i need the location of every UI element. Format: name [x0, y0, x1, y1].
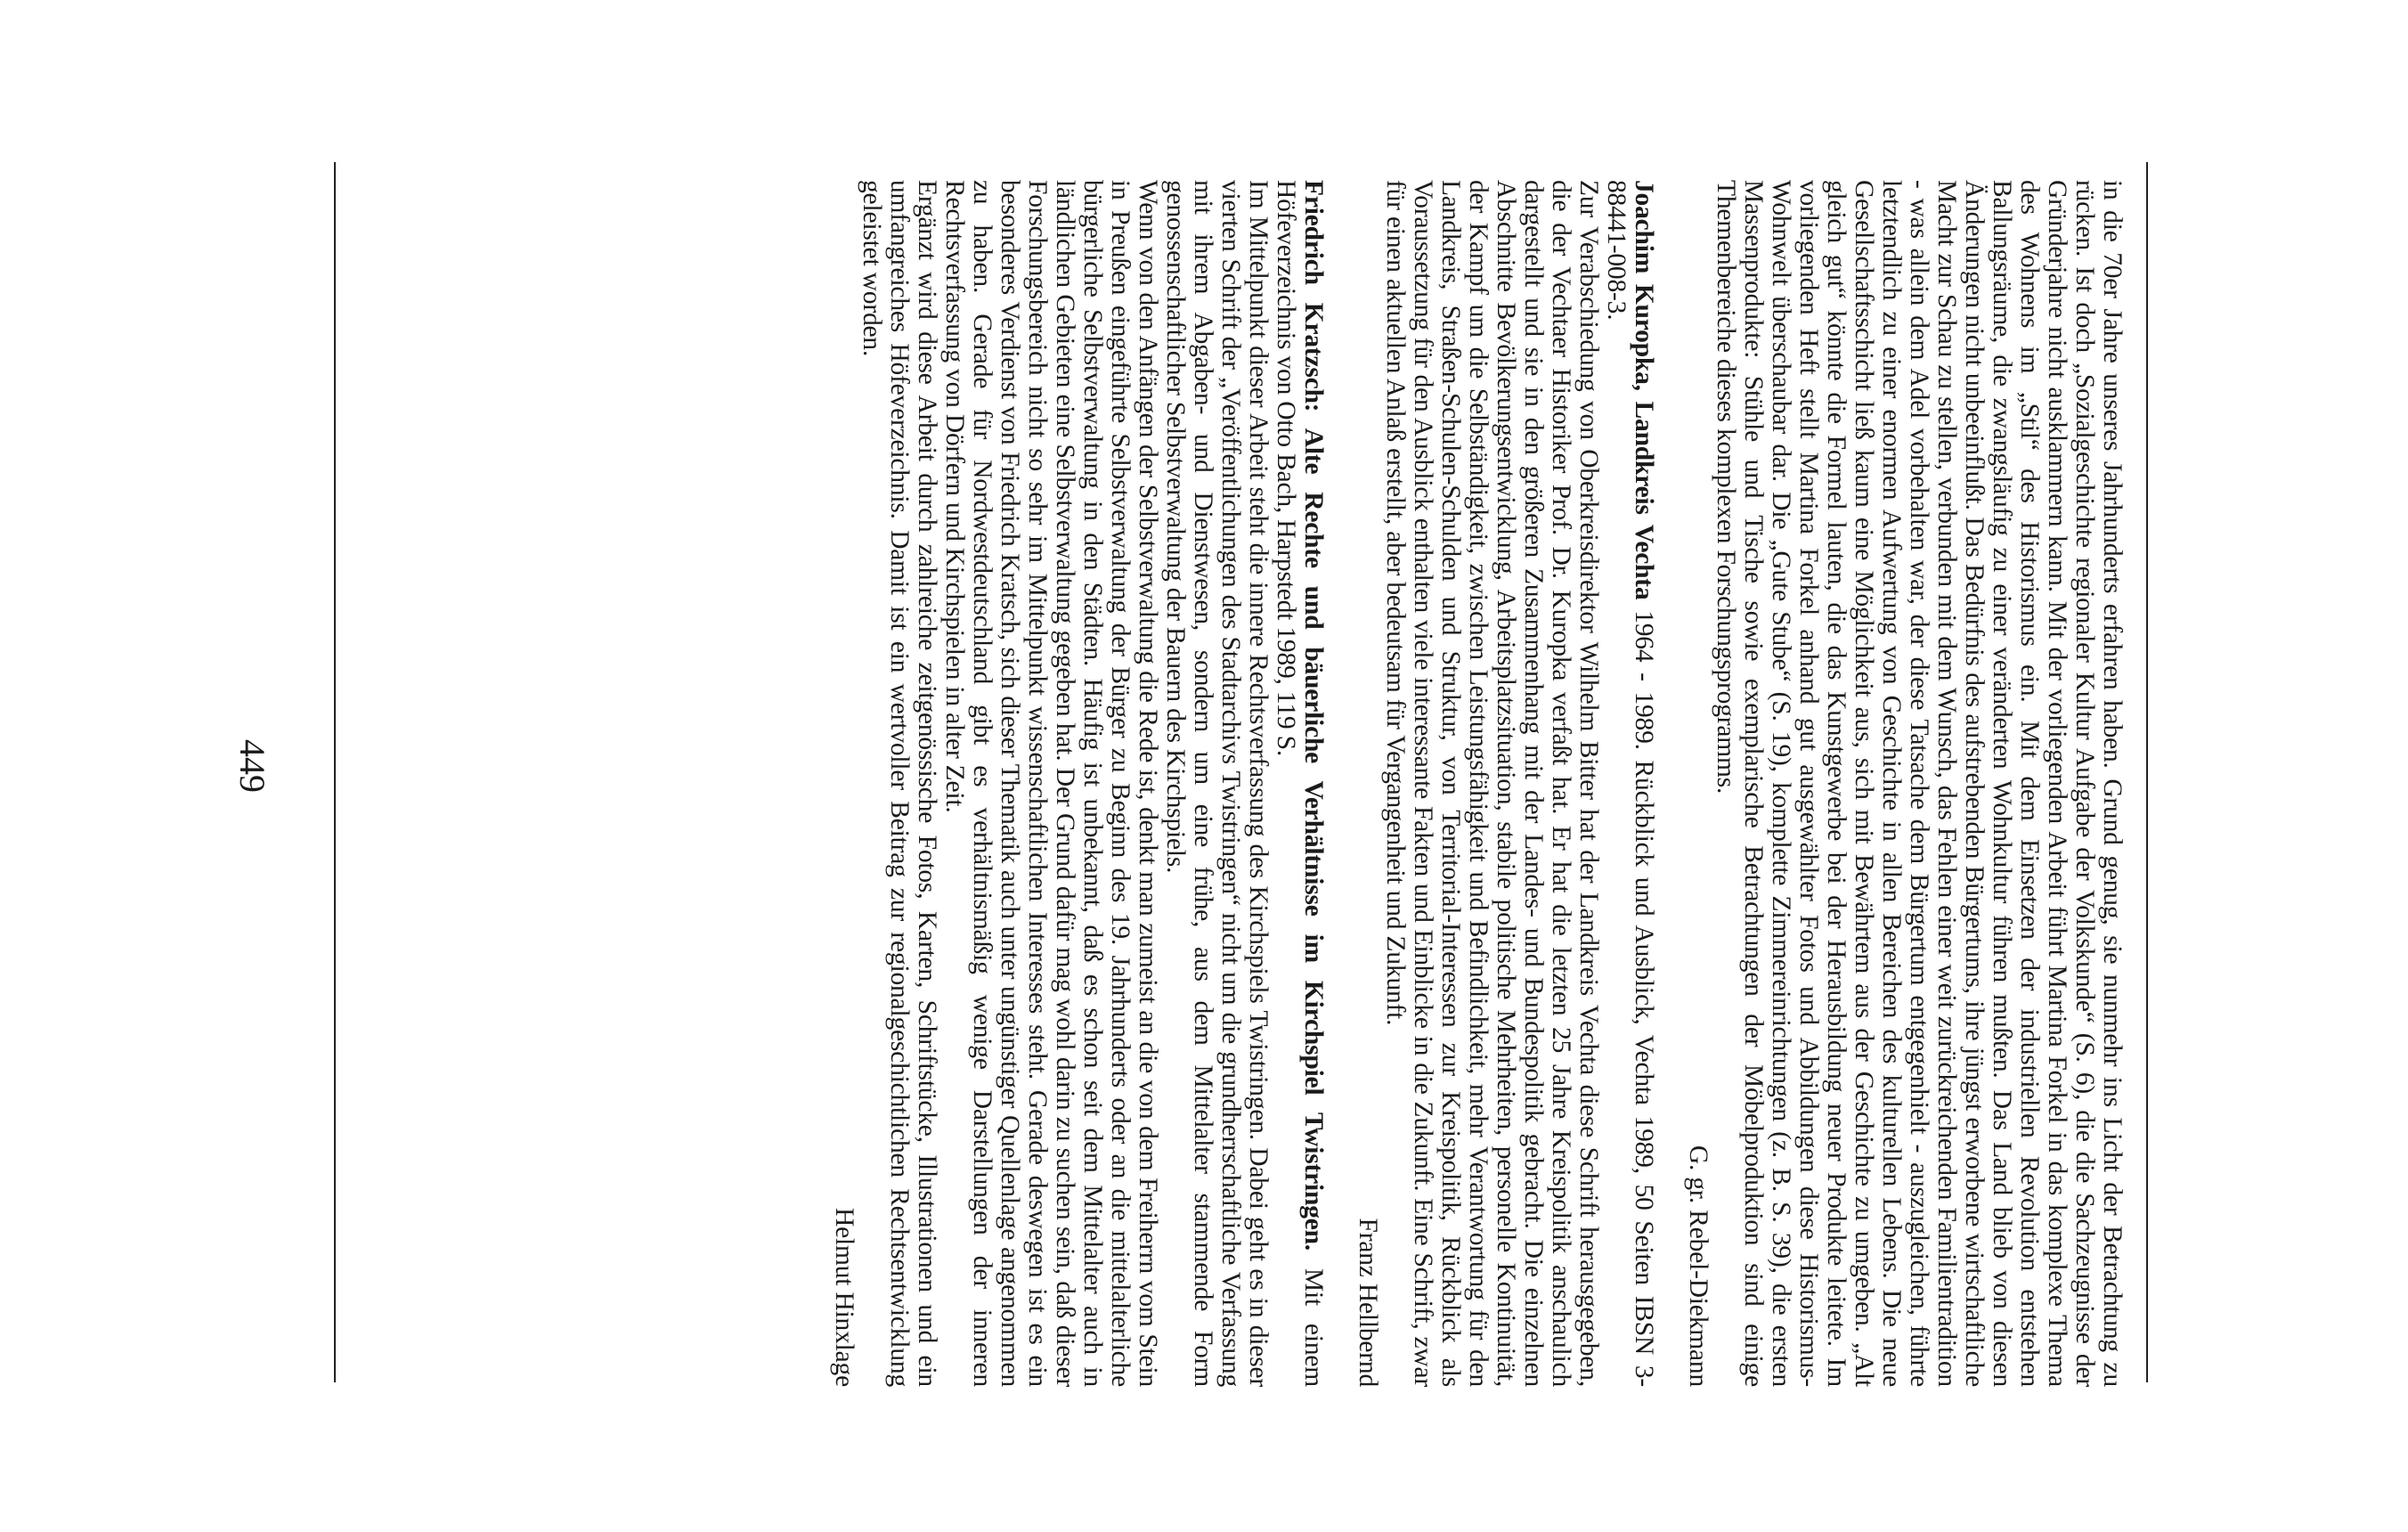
- review-kratzsch-title: Friedrich Kratzsch: Alte Rechte und bäuerliche Verhältnisse im Kirchspiel Twistringen.: [1299, 180, 1328, 1251]
- review-kratzsch-signature: Helmut Hinxlage: [830, 1208, 858, 1387]
- bottom-rule: [334, 162, 336, 1382]
- review-kratzsch-body-2: Wenn von den Anfängen der Selbstverwaltung die Rede ist, denkt man zumeist an die von dem Freiherrn vom Stein in Preußen eingeführte Selbstverwaltung der Bürger zu Beginn des 19. Jahrhunderts oder an die mittelalterliche bürgerliche Selbstverwaltung in den Städten. Häufig ist unbekannt, daß es schon seit dem Mittelalter auch in ländlichen Gebieten eine Selbstverwaltung gegeben hat. Der Grund dafür mag wohl darin zu suchen sein, daß dieser Forschungsbereich nicht so sehr im Mittelpunkt wissenschaftlichen Interesses steht. Gerade deswegen ist es ein besonderes Verdienst von Friedrich Kratsch, sich dieser Thematik auch unter ungünstiger Quellenlage angenommen zu haben. Gerade für Nordwestdeutschland gibt es verhältnismäßig wenige Darstellungen der inneren Rechtsverfassung von Dörfern und Kirchspielen in alter Zeit.: [940, 180, 1162, 1387]
- rotated-page: [100, 82, 2308, 1450]
- top-rule: [2146, 162, 2148, 1382]
- review-kratzsch-body-1: Im Mittelpunkt dieser Arbeit steht die innere Rechtsverfassung des Kirchspiels Twistringen. Dabei geht es in dieser vierten Schrift der „Veröffentlichungen des Stadtarchivs Twistringen“ nicht um die grundherrschaftliche Verfassung mit ihrem Abgaben- und Dienstwesen, sondern um eine frühe, aus dem Mittelalter stammende Form genossenschaftlicher Selbstverwaltung der Bauern des Kirchspiels.: [1161, 180, 1273, 1387]
- review-kuropka-header: [1602, 180, 1657, 1387]
- page-body: [830, 180, 2126, 1387]
- page-number: 449: [232, 739, 273, 793]
- intro-paragraph: in die 70er Jahre unseres Jahrhunderts erfahren haben. Grund genug, sie nunmehr ins Licht der Betrachtung zu rücken. Ist doch „Sozialgeschichte regionaler Kultur Aufgabe der Volkskunde“ (S. 6), die die Sachzeugnisse der Gründerjahre nicht ausklammern kann. Mit der vorliegenden Arbeit führt Martina Forkel in das komplexe Thema des Wohnens im „Stil“ des Historismus ein. Mit dem Einsetzen der industriellen Revolution entstehen Ballungsräume, die zwangsläufig zu einer veränderten Wohnkultur führen mußten. Das Land blieb von diesen Änderungen nicht unbeeinflußt. Das Bedürfnis des aufstrebenden Bürgertums, ihre jüngst erworbene wirtschaftliche Macht zur Schau zu stellen, verbunden mit dem Wunsch, das Fehlen einer weit zurückreichenden Familientradition - was allein dem Adel vorbehalten war, der diese Tatsache dem Bürgertum entgegenhielt - auszugleichen, führte letztendlich zu einer enormen Aufwertung von Geschichte in allen Bereichen des kulturellen Lebens. Die neue Gesellschaftsschicht ließ kaum eine Möglichkeit aus, sich mit Bewährtem aus der Geschichte zu umgeben. „Alt gleich gut“ könnte die Formel lauten, die das Kunstgewerbe bei der Herausbildung neuer Produkte leitete. Im vorliegenden Heft stellt Martina Forkel anhand gut ausgewählter Fotos und Abbildungen diese Historismus-Wohnwelt überschaubar dar. Die „Gute Stube“ (S. 19), komplette Zimmereinrichtungen (z. B. S. 39), die ersten Massenprodukte: Stühle und Tische sowie exemplarische Betrachtungen der Möbelproduktion sind einige Themenbereiche dieses komplexen Forschungsprogramms.: [1712, 180, 2127, 1387]
- review-kuropka-bibliography: 1964 - 1989. Rückblick und Ausblick, Vechta 1989, 50 Seiten IBSN 3-88441-008-3.: [1602, 180, 1658, 1387]
- review-kuropka-title: Joachim Kuropka, Landkreis Vechta: [1630, 180, 1658, 600]
- review-kuropka: [1354, 180, 1657, 1387]
- review-kuropka-signature: Franz Hellbernd: [1354, 1218, 1382, 1387]
- review-kuropka-body: Zur Verabschiedung von Oberkreisdirektor Wilhelm Bitter hat der Landkreis Vechta diese Schrift herausgegeben, die der Vechtaer Historiker Prof. Dr. Kuropka verfaßt hat. Er hat die letzten 25 Jahre Kreispolitik anschaulich dargestellt und sie in den größeren Zusammenhang mit der Landes- und Bundespolitik gebracht. Die einzelnen Abschnitte Bevölkerungsentwicklung, Arbeitsplatzsituation, stabile politische Mehrheiten, personelle Kontinuität, der Kampf um die Selbständigkeit, zwischen Leistungsfähigkeit und Befindlichkeit, mehr Verantwortung für den Landkreis, Straßen-Schulen-Schulden und Struktur, von Territorial-Interessen zur Kreispolitik, Rückblick als Voraussetzung für den Ausblick enthalten viele interessante Fakten und Einblicke in die Zukunft. Eine Schrift, zwar für einen aktuellen Anlaß erstellt, aber bedeutsam für Vergangenheit und Zukunft.: [1381, 180, 1603, 1387]
- review-kratzsch-header: [1272, 180, 1327, 1387]
- review-kratzsch-bibliography: Mit einem Höfeverzeichnis von Otto Bach, Harpstedt 1989, 119 S.: [1272, 180, 1328, 1388]
- review-kratzsch: [830, 180, 1327, 1387]
- intro-signature: G. gr. Rebel-Diekmann: [1684, 1145, 1712, 1387]
- review-kratzsch-body-3: Ergänzt wird diese Arbeit durch zahlreiche zeitgenössische Fotos, Karten, Schriftstücke, Illustrationen und ein umfangreiches Höfeverzeichnis. Damit ist ein wertvoller Beitrag zur regionalgeschichtlichen Rechtsentwicklung geleistet worden.: [858, 180, 941, 1387]
